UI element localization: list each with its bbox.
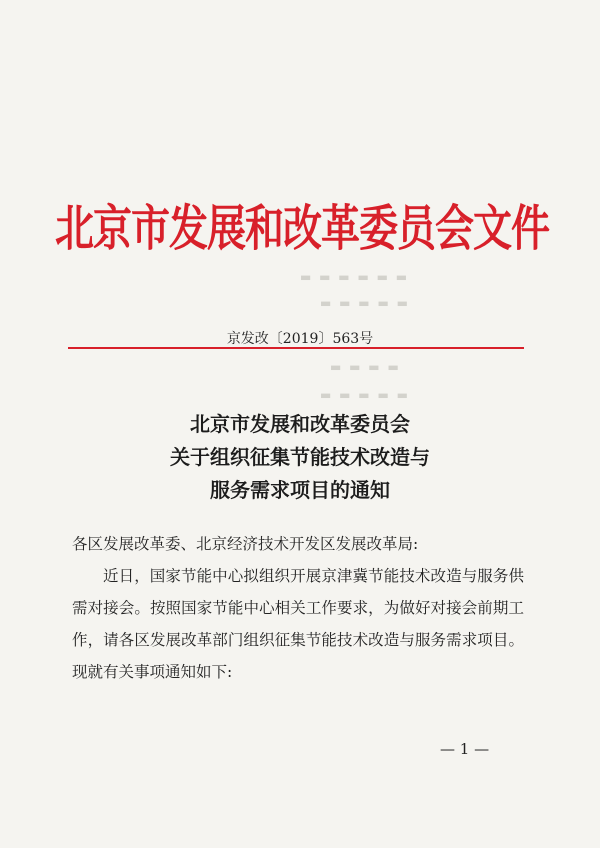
- red-divider-line: [68, 347, 524, 349]
- body-paragraph: 近日，国家节能中心拟组织开展京津冀节能技术改造与服务供需对接会。按照国家节能中心相关工作要求，为做好对接会前期工作，请各区发展改革部门组织征集节能技术改造与服务需求项目。现就有关事项通知如下:: [72, 567, 524, 681]
- addressee: 各区发展改革委、北京经济技术开发区发展改革局:: [72, 535, 419, 553]
- document-number: 京发改〔2019〕563号: [226, 331, 374, 347]
- bleed-through-mark: ▬ ▬ ▬ ▬: [330, 360, 401, 374]
- page-number: — 1 —: [440, 740, 490, 758]
- bleed-through-mark: ▬ ▬ ▬ ▬ ▬ ▬: [300, 270, 410, 284]
- document-header-title: 北京市发展和改革委员会文件: [54, 201, 549, 258]
- notice-title-line-1: 北京市发展和改革委员会: [190, 412, 410, 436]
- notice-title-line-3: 服务需求项目的通知: [210, 478, 390, 502]
- notice-title-line-2: 关于组织征集节能技术改造与: [170, 445, 430, 469]
- bleed-through-mark: ▬ ▬ ▬ ▬ ▬: [320, 388, 410, 402]
- bleed-through-mark: ▬ ▬ ▬ ▬ ▬: [320, 296, 410, 310]
- notice-title: [0, 408, 600, 507]
- document-body: [72, 528, 524, 688]
